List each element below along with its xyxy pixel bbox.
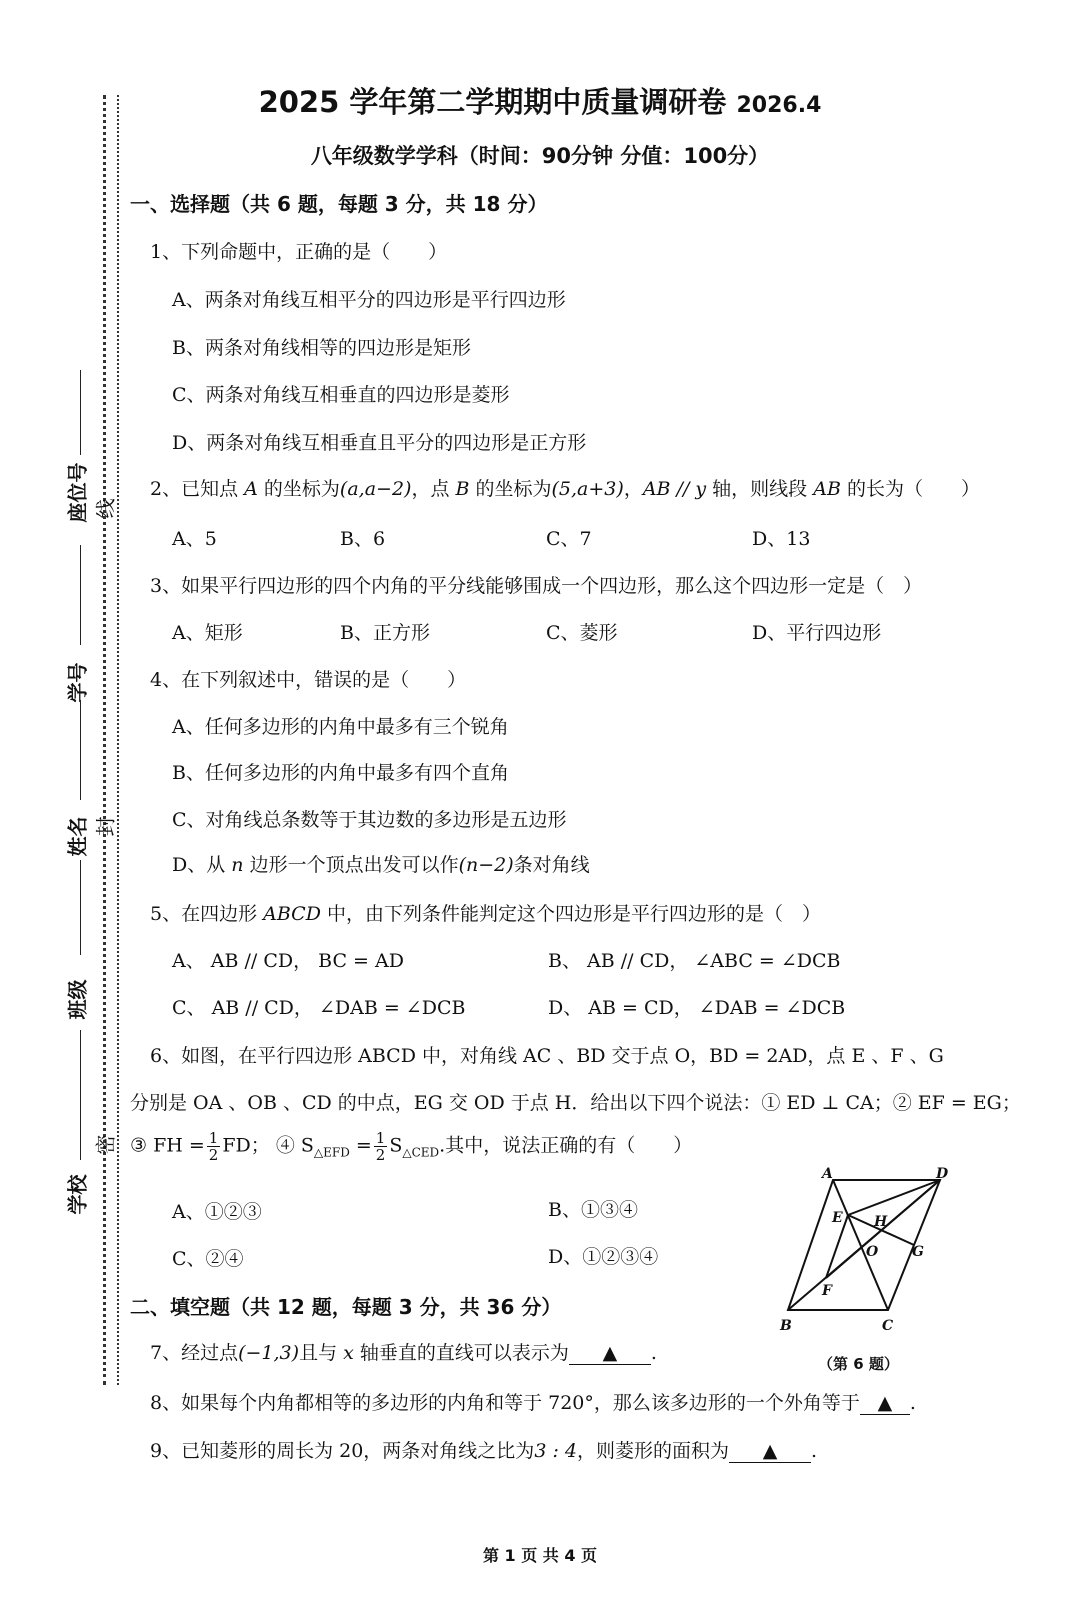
class-line <box>80 1030 81 1160</box>
q1-option-a: A、两条对角线互相平分的四边形是平行四边形 <box>172 289 566 311</box>
q6-option-b: B、①③④ <box>548 1199 638 1221</box>
section-1-heading: 一、选择题（共 6 题，每题 3 分，共 18 分） <box>130 192 548 216</box>
q8-stem: 8、如果每个内角都相等的多边形的内角和等于 720°，那么该多边形的一个外角等于 ▲ . <box>150 1392 916 1414</box>
school-label: 学校 <box>65 1174 90 1215</box>
segment-ed <box>848 1180 940 1215</box>
exam-title: 2025 学年第二学期期中质量调研卷 <box>258 85 727 119</box>
point-c-label: C <box>882 1318 894 1334</box>
name-label: 姓名 <box>65 816 90 857</box>
q1-stem: 1、下列命题中，正确的是（ ） <box>150 241 448 263</box>
section-2-heading: 二、填空题（共 12 题，每题 3 分，共 36 分） <box>130 1295 562 1319</box>
page-number: 第 1 页 共 4 页 <box>482 1546 598 1565</box>
q5-option-c: C、 AB // CD， ∠DAB = ∠DCB <box>172 997 466 1019</box>
q9-stem: 9、已知菱形的周长为 20，两条对角线之比为3 : 4，则菱形的面积为 ▲ . <box>150 1440 818 1462</box>
q5-option-a: A、 AB // CD， BC = AD <box>172 950 404 972</box>
point-o-label: O <box>866 1244 879 1260</box>
diagonal-ac <box>833 1180 888 1310</box>
point-h-label: H <box>874 1214 888 1230</box>
q1-option-b: B、两条对角线相等的四边形是矩形 <box>172 337 471 359</box>
q3-option-d: D、平行四边形 <box>752 622 882 644</box>
seat-line <box>80 370 81 455</box>
q7-answer-blank[interactable]: ▲ <box>569 1342 651 1365</box>
class-label: 班级 <box>65 979 90 1020</box>
q9-answer-blank[interactable]: ▲ <box>729 1440 811 1463</box>
binding-dotted-line-inner <box>117 95 119 1385</box>
seat-label: 座位号 <box>65 462 90 523</box>
id-line <box>80 700 81 800</box>
q1-option-c: C、两条对角线互相垂直的四边形是菱形 <box>172 384 510 406</box>
q6-figure-caption: （第 6 题） <box>818 1355 899 1373</box>
q8-answer-blank[interactable]: ▲ <box>860 1392 910 1415</box>
q2-option-b: B、6 <box>340 528 386 550</box>
q3-option-b: B、正方形 <box>340 622 430 644</box>
secret-char: 密 <box>93 1134 118 1155</box>
q2-stem: 2、已知点 A 的坐标为(a,a−2)，点 B 的坐标为(5,a+3)，AB // y 轴，则线段 AB 的长为（ ） <box>150 478 980 500</box>
q4-option-d: D、从 n 边形一个顶点出发可以作(n−2)条对角线 <box>172 854 590 876</box>
point-f-label: F <box>822 1283 832 1299</box>
point-d-label: D <box>936 1166 949 1182</box>
seal-char: 封 <box>93 816 118 837</box>
q2-option-d: D、13 <box>752 528 811 550</box>
q7-stem: 7、经过点(−1,3)且与 x 轴垂直的直线可以表示为 ▲ . <box>150 1342 657 1364</box>
cut-line-char: 线 <box>93 498 118 519</box>
q6-option-c: C、②④ <box>172 1248 244 1270</box>
half-fraction-2: $\frac{1}{2}$ <box>375 1129 386 1164</box>
half-fraction: $\frac{1}{2}$ <box>208 1129 219 1164</box>
q2-option-a: A、5 <box>172 528 217 550</box>
q1-option-d: D、两条对角线互相垂直且平分的四边形是正方形 <box>172 432 587 454</box>
q6-line-3: ③ FH = $\frac{1}{2}$ FD； ④ $S_{\triangle EFD}$ = $\frac{1}{2}$ $S_{\triangle CED}$.其中，说法正确的有（ ） <box>130 1129 693 1164</box>
point-b-label: B <box>780 1318 792 1334</box>
point-a-label: A <box>822 1166 833 1182</box>
q2-option-c: C、7 <box>546 528 592 550</box>
q3-stem: 3、如果平行四边形的四个内角的平分线能够围成一个四边形，那么这个四边形一定是（ ） <box>150 575 923 597</box>
q6-option-d: D、①②③④ <box>548 1246 659 1268</box>
q4-option-b: B、任何多边形的内角中最多有四个直角 <box>172 762 509 784</box>
id-line-top <box>80 545 81 645</box>
q5-option-b: B、 AB // CD， ∠ABC = ∠DCB <box>548 950 841 972</box>
binding-dotted-line <box>103 95 106 1385</box>
point-g-label: G <box>912 1244 924 1260</box>
q4-option-c: C、对角线总条数等于其边数的多边形是五边形 <box>172 809 567 831</box>
q6-option-a: A、①②③ <box>172 1201 262 1223</box>
q5-option-d: D、 AB = CD， ∠DAB = ∠DCB <box>548 997 846 1019</box>
exam-date: 2026.4 <box>736 93 822 118</box>
q4-stem: 4、在下列叙述中，错误的是（ ） <box>150 669 467 691</box>
q5-stem: 5、在四边形 ABCD 中，由下列条件能判定这个四边形是平行四边形的是（ ） <box>150 903 821 925</box>
q4-option-a: A、任何多边形的内角中最多有三个锐角 <box>172 716 509 738</box>
id-label: 学号 <box>65 662 90 703</box>
q6-line-1: 6、如图，在平行四边形 ABCD 中，对角线 AC 、BD 交于点 O，BD = 2AD，点 E 、F 、G <box>150 1045 944 1067</box>
q6-line-2: 分别是 OA 、OB 、CD 的中点，EG 交 OD 于点 H．给出以下四个说法：① ED ⊥ CA；② EF = EG； <box>130 1092 1021 1114</box>
point-e-label: E <box>832 1210 843 1226</box>
name-line <box>80 860 81 955</box>
q6-parallelogram-figure <box>770 1160 970 1345</box>
q3-option-c: C、菱形 <box>546 622 618 644</box>
page-title <box>0 80 1080 121</box>
q3-option-a: A、矩形 <box>172 622 243 644</box>
exam-subtitle: 八年级数学学科（时间：90分钟 分值：100分） <box>310 144 770 168</box>
